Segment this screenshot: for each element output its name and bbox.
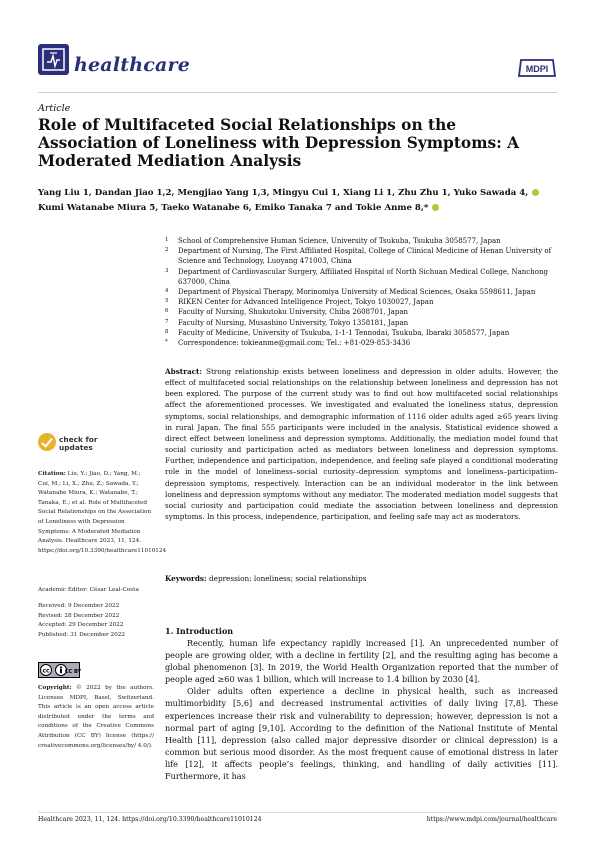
mdpi-logo[interactable]	[517, 57, 557, 79]
citation-label: Citation:	[38, 471, 66, 477]
affiliation-number: 7	[165, 318, 169, 325]
author-line-2[interactable]: Kumi Watanabe Miura 5, Taeko Watanabe 6, Emiko Tanaka 7 and Tokie Anme 8,*	[38, 201, 558, 216]
footer-citation[interactable]: Healthcare 2023, 11, 124. https://doi.org/10.3390/healthcare11010124	[38, 816, 262, 823]
affiliation-item	[165, 287, 560, 297]
affiliation-number: 1	[165, 237, 169, 243]
affiliation-text: RIKEN Center for Advanced Intelligence Project, Tokyo 1030027, Japan	[178, 298, 434, 307]
copyright-label: Copyright:	[38, 685, 72, 691]
affiliation-number: *	[165, 339, 168, 346]
academic-editor: Academic Editor: César Leal-Costa	[38, 587, 139, 593]
affiliation-item	[165, 267, 560, 287]
section-heading: 1. Introduction	[165, 626, 234, 636]
citation-block	[38, 470, 167, 556]
affiliation-text: Faculty of Nursing, Musashino University, Tokyo 1358181, Japan	[178, 318, 409, 327]
date-item: Received: 9 December 2022	[38, 603, 120, 609]
affiliation-number: 2	[165, 247, 169, 254]
affiliation-number: 5	[165, 298, 169, 305]
affiliations	[165, 236, 560, 348]
introduction-body	[165, 637, 558, 782]
abstract	[165, 366, 558, 522]
date-item: Accepted: 29 December 2022	[38, 622, 124, 629]
affiliation-number: 8	[165, 328, 169, 335]
affiliation-item	[165, 307, 560, 317]
date-item: Revised: 28 December 2022	[38, 612, 120, 619]
journal-logo-icon	[38, 44, 69, 75]
cc-by-license-badge[interactable]	[38, 662, 80, 678]
keywords-text: depression; loneliness; social relationships	[209, 574, 367, 583]
header-divider	[38, 92, 557, 93]
article-title: Role of Multifaceted Social Relationships on the Association of Loneliness with Depression Symptoms: A Moderated Mediation Analysis	[38, 116, 520, 170]
article-type: Article	[38, 103, 71, 114]
keywords-label: Keywords:	[165, 574, 207, 583]
affiliation-text: School of Comprehensive Human Science, University of Tsukuba, Tsukuba 3058577, Japan	[178, 237, 501, 245]
affiliation-text: Correspondence: tokieanme@gmail.com; Tel.: +81-029-853-3436	[178, 339, 411, 348]
citation-text[interactable]: Liu, Y.; Jiao, D.; Yang, M.; Cui, M.; Li, X.; Zhu, Z.; Sawada, Y.; Watanabe Miura, K.; Watanabe, T.; Tanaka, E.; et al. Role of Multifaceted Social Relationships on the Association of Loneliness with Depression Symptoms: A Moderated Mediation Analysis. Healthcare 2023, 11, 124. https://doi.org/10.3390/healthcare11010124	[38, 471, 167, 554]
keywords	[165, 574, 558, 583]
orcid-icon[interactable]	[432, 204, 439, 211]
abstract-label: Abstract:	[165, 367, 203, 376]
affiliation-item	[165, 318, 560, 328]
affiliation-text: Department of Cardiovascular Surgery, Affiliated Hospital of North Sichuan Medical College, Nanchong 637000, China	[178, 267, 548, 286]
affiliation-item	[165, 236, 560, 246]
affiliation-item	[165, 338, 560, 348]
author-list	[38, 186, 558, 216]
check-for-updates-button[interactable]: check for updates	[38, 433, 98, 459]
abstract-text: Strong relationship exists between loneliness and depression in older adults. However, the effect of multifaceted social relationships on the relationship between loneliness and depression has not been explored. The purpose of the current study was to find out how multifaceted social relationships affect the aforementioned processes. We investigated and evaluated the loneliness status, depression symptoms, social relationships, and demographic information of 1116 older adults aged ≥65 years living in rural Japan. The final 555 participants were included in the analysis. Statistical evidence showed a direct effect between loneliness and depression symptoms. Additionally, the mediation model found that social curiosity and participation acted as mediators between loneliness and depression symptoms. Further, independence and participation, independence, and feeling safe played a conditional moderating role in the model of loneliness–social curiosity–depression symptoms and loneliness–participation–depression symptoms, respectively. Interaction can be an individual moderator in the link between loneliness and depression symptoms without any mediator. The moderated mediation model suggests that social curiosity and participation could mediate the association between loneliness and depression symptoms. In this process, independence, participation, and feeling safe may act as moderators.	[165, 367, 558, 522]
copyright-text: © 2022 by the authors. Licensee MDPI, Basel, Switzerland. This article is an open access article distributed under the terms and conditions of the Creative Commons Attribution (CC BY) license (https:// creativecommons.org/licenses/by/ 4.0/).	[38, 685, 154, 749]
footer-divider	[38, 812, 557, 813]
affiliation-item	[165, 328, 560, 338]
journal-name[interactable]: healthcare	[74, 54, 190, 76]
svg-text:MDPI: MDPI	[525, 64, 549, 74]
affiliation-text: Faculty of Nursing, Shukutoku University, Chiba 2608701, Japan	[178, 308, 409, 317]
affiliation-number: 6	[165, 308, 169, 315]
date-item: Published: 31 December 2022	[38, 631, 126, 638]
orcid-icon[interactable]	[532, 189, 539, 196]
affiliation-item	[165, 297, 560, 307]
intro-paragraph: Recently, human life expectancy rapidly increased [1]. An unprecedented number of people are growing older, with a decline in fertility [2], and the resulting aging has become a global phenomenon [3]. In 2019, the World Health Organization reported that the number of people aged ≥60 was 1 billion, which will increase to 1.4 billion by 2030 [4].	[165, 638, 558, 685]
svg-text:CC BY: CC BY	[64, 669, 82, 675]
affiliation-item	[165, 246, 560, 266]
affiliation-number: 3	[165, 267, 169, 274]
svg-text:cc: cc	[42, 667, 50, 675]
affiliation-number: 4	[165, 288, 169, 295]
affiliation-text: Faculty of Medicine, University of Tsukuba, 1-1-1 Tennodai, Tsukuba, Ibaraki 3058577, Japan	[178, 328, 510, 337]
intro-paragraph: Older adults often experience a decline in physical health, such as increased multimorbidity [5,6] and decreased instrumental activities of daily living [7,8]. These experiences increase their risk and vulnerability to depression; however, depression is not a normal part of aging [9,10]. According to the definition of the National Institute of Mental Health [11], depression (also called major depressive disorder or clinical depression) is a common but serious mood disorder. As the most frequent cause of emotional distress in later life [12], it affects people’s feelings, thinking, and handling of daily activities [11]. Furthermore, it has	[165, 686, 558, 782]
copyright-notice	[38, 684, 154, 751]
check-icon	[38, 433, 56, 451]
publication-dates	[38, 602, 154, 640]
affiliation-text: Department of Nursing, The First Affiliated Hospital, College of Clinical Medicine of Henan University of Science and Technology, Luoyang 471003, China	[178, 247, 552, 266]
footer-journal-link[interactable]: https://www.mdpi.com/journal/healthcare	[426, 816, 557, 823]
affiliation-text: Department of Physical Therapy, Morinomiya University of Medical Sciences, Osaka 5598611, Japan	[178, 288, 536, 297]
author-line-1[interactable]: Yang Liu 1, Dandan Jiao 1,2, Mengjiao Yang 1,3, Mingyu Cui 1, Xiang Li 1, Zhu Zhu 1, Yuko Sawada 4,	[38, 186, 558, 201]
